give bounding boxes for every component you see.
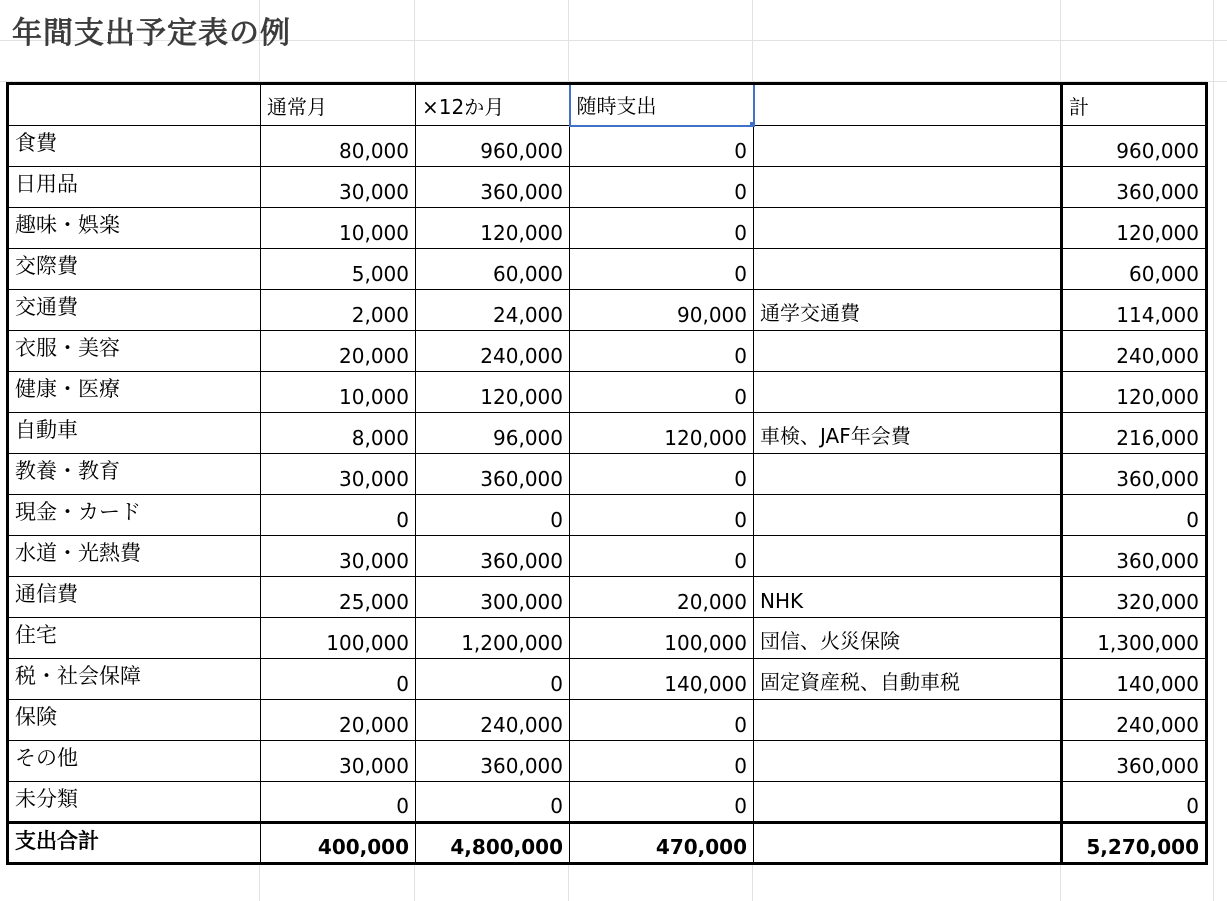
monthly-cell[interactable]: 10,000	[261, 208, 416, 249]
monthly-cell[interactable]: 8,000	[261, 413, 416, 454]
category-cell[interactable]: 水道・光熱費	[8, 536, 261, 577]
note-cell[interactable]	[754, 454, 1062, 495]
category-cell[interactable]: 税・社会保障	[8, 659, 261, 700]
note-cell[interactable]: NHK	[754, 577, 1062, 618]
category-cell[interactable]: 食費	[8, 126, 261, 167]
total-cell[interactable]: 0	[1062, 495, 1207, 536]
occasional-cell[interactable]: 0	[570, 741, 754, 782]
note-cell[interactable]	[754, 331, 1062, 372]
occasional-cell[interactable]: 0	[570, 372, 754, 413]
expense-table	[6, 82, 1208, 865]
category-cell[interactable]: 未分類	[8, 782, 261, 823]
note-cell[interactable]	[754, 126, 1062, 167]
table-row	[8, 208, 1207, 249]
total-category-cell[interactable]: 支出合計	[8, 823, 261, 864]
annual-cell[interactable]: 60,000	[416, 249, 570, 290]
occasional-cell[interactable]: 20,000	[570, 577, 754, 618]
annual-cell[interactable]: 24,000	[416, 290, 570, 331]
category-cell[interactable]: 日用品	[8, 167, 261, 208]
table-row	[8, 372, 1207, 413]
note-cell[interactable]: 団信、火災保険	[754, 618, 1062, 659]
monthly-cell[interactable]: 20,000	[261, 331, 416, 372]
total-note-cell[interactable]	[754, 823, 1062, 864]
monthly-cell[interactable]: 30,000	[261, 536, 416, 577]
note-cell[interactable]	[754, 167, 1062, 208]
occasional-cell[interactable]: 0	[570, 126, 754, 167]
category-cell[interactable]: その他	[8, 741, 261, 782]
total-occasional-cell[interactable]: 470,000	[570, 823, 754, 864]
table-row	[8, 454, 1207, 495]
monthly-cell[interactable]: 30,000	[261, 741, 416, 782]
note-cell[interactable]	[754, 495, 1062, 536]
header-occasional-cell-selected[interactable]	[570, 84, 754, 126]
annual-cell[interactable]: 960,000	[416, 126, 570, 167]
occasional-cell[interactable]: 0	[570, 700, 754, 741]
total-cell[interactable]: 360,000	[1062, 741, 1207, 782]
monthly-cell[interactable]: 20,000	[261, 700, 416, 741]
note-cell[interactable]: 車検、JAF年会費	[754, 413, 1062, 454]
monthly-cell[interactable]: 25,000	[261, 577, 416, 618]
annual-cell[interactable]: 360,000	[416, 536, 570, 577]
total-cell[interactable]: 240,000	[1062, 331, 1207, 372]
occasional-cell[interactable]: 0	[570, 536, 754, 577]
annual-cell[interactable]: 0	[416, 782, 570, 823]
table-row	[8, 331, 1207, 372]
category-cell[interactable]: 保険	[8, 700, 261, 741]
table-row	[8, 167, 1207, 208]
total-cell[interactable]: 320,000	[1062, 577, 1207, 618]
table-row	[8, 126, 1207, 167]
annual-cell[interactable]: 360,000	[416, 454, 570, 495]
header-occasional-label: 随時支出	[576, 94, 657, 119]
table-row	[8, 577, 1207, 618]
header-note-cell[interactable]	[754, 84, 1062, 126]
table-row	[8, 413, 1207, 454]
note-cell[interactable]	[754, 741, 1062, 782]
occasional-cell[interactable]: 0	[570, 331, 754, 372]
occasional-cell[interactable]: 0	[570, 454, 754, 495]
annual-cell[interactable]: 120,000	[416, 208, 570, 249]
annual-cell[interactable]: 240,000	[416, 331, 570, 372]
table-row	[8, 536, 1207, 577]
annual-cell[interactable]: 96,000	[416, 413, 570, 454]
sheet-title[interactable]: 年間支出予定表の例	[12, 16, 291, 51]
annual-cell[interactable]: 300,000	[416, 577, 570, 618]
total-cell[interactable]: 240,000	[1062, 700, 1207, 741]
header-monthly-cell[interactable]: 通常月	[261, 84, 416, 126]
occasional-cell[interactable]: 120,000	[570, 413, 754, 454]
monthly-cell[interactable]: 0	[261, 495, 416, 536]
table-row	[8, 290, 1207, 331]
occasional-cell[interactable]: 0	[570, 249, 754, 290]
table-row	[8, 741, 1207, 782]
category-cell[interactable]: 教養・教育	[8, 454, 261, 495]
monthly-cell[interactable]: 30,000	[261, 454, 416, 495]
total-total-cell[interactable]: 5,270,000	[1062, 823, 1207, 864]
monthly-cell[interactable]: 100,000	[261, 618, 416, 659]
note-cell[interactable]: 固定資産税、自動車税	[754, 659, 1062, 700]
note-cell[interactable]: 通学交通費	[754, 290, 1062, 331]
category-cell[interactable]: 趣味・娯楽	[8, 208, 261, 249]
occasional-cell[interactable]: 0	[570, 167, 754, 208]
total-annual-cell[interactable]: 4,800,000	[416, 823, 570, 864]
occasional-cell[interactable]: 0	[570, 208, 754, 249]
header-annual-cell[interactable]: ×12か月	[416, 84, 570, 126]
category-cell[interactable]: 交通費	[8, 290, 261, 331]
table-row	[8, 782, 1207, 823]
annual-cell[interactable]: 120,000	[416, 372, 570, 413]
fill-handle[interactable]	[749, 121, 754, 126]
note-cell[interactable]	[754, 700, 1062, 741]
header-category-cell[interactable]	[8, 84, 261, 126]
monthly-cell[interactable]: 2,000	[261, 290, 416, 331]
gridline	[1213, 0, 1214, 901]
total-cell[interactable]: 360,000	[1062, 536, 1207, 577]
note-cell[interactable]	[754, 782, 1062, 823]
monthly-cell[interactable]: 5,000	[261, 249, 416, 290]
totals-row	[8, 823, 1207, 864]
total-cell[interactable]: 360,000	[1062, 167, 1207, 208]
category-cell[interactable]: 健康・医療	[8, 372, 261, 413]
total-cell[interactable]: 0	[1062, 782, 1207, 823]
total-cell[interactable]: 120,000	[1062, 208, 1207, 249]
table-row	[8, 700, 1207, 741]
note-cell[interactable]	[754, 372, 1062, 413]
monthly-cell[interactable]: 80,000	[261, 126, 416, 167]
annual-cell[interactable]: 1,200,000	[416, 618, 570, 659]
occasional-cell[interactable]: 90,000	[570, 290, 754, 331]
annual-cell[interactable]: 360,000	[416, 741, 570, 782]
occasional-cell[interactable]: 100,000	[570, 618, 754, 659]
total-cell[interactable]: 1,300,000	[1062, 618, 1207, 659]
category-cell[interactable]: 住宅	[8, 618, 261, 659]
header-total-cell[interactable]: 計	[1062, 84, 1207, 126]
table-row	[8, 659, 1207, 700]
monthly-cell[interactable]: 30,000	[261, 167, 416, 208]
total-cell[interactable]: 216,000	[1062, 413, 1207, 454]
monthly-cell[interactable]: 0	[261, 782, 416, 823]
occasional-cell[interactable]: 140,000	[570, 659, 754, 700]
total-cell[interactable]: 140,000	[1062, 659, 1207, 700]
annual-cell[interactable]: 0	[416, 659, 570, 700]
total-cell[interactable]: 360,000	[1062, 454, 1207, 495]
total-monthly-cell[interactable]: 400,000	[261, 823, 416, 864]
category-cell[interactable]: 衣服・美容	[8, 331, 261, 372]
table-row	[8, 249, 1207, 290]
category-cell[interactable]: 現金・カード	[8, 495, 261, 536]
annual-cell[interactable]: 0	[416, 495, 570, 536]
table-row	[8, 495, 1207, 536]
occasional-cell[interactable]: 0	[570, 782, 754, 823]
category-cell[interactable]: 自動車	[8, 413, 261, 454]
total-cell[interactable]: 114,000	[1062, 290, 1207, 331]
table-row	[8, 618, 1207, 659]
total-cell[interactable]: 960,000	[1062, 126, 1207, 167]
total-cell[interactable]: 120,000	[1062, 372, 1207, 413]
occasional-cell[interactable]: 0	[570, 495, 754, 536]
note-cell[interactable]	[754, 249, 1062, 290]
note-cell[interactable]	[754, 208, 1062, 249]
total-cell[interactable]: 60,000	[1062, 249, 1207, 290]
monthly-cell[interactable]: 10,000	[261, 372, 416, 413]
category-cell[interactable]: 交際費	[8, 249, 261, 290]
monthly-cell[interactable]: 0	[261, 659, 416, 700]
header-row	[8, 84, 1207, 126]
category-cell[interactable]: 通信費	[8, 577, 261, 618]
note-cell[interactable]	[754, 536, 1062, 577]
annual-cell[interactable]: 360,000	[416, 167, 570, 208]
annual-cell[interactable]: 240,000	[416, 700, 570, 741]
